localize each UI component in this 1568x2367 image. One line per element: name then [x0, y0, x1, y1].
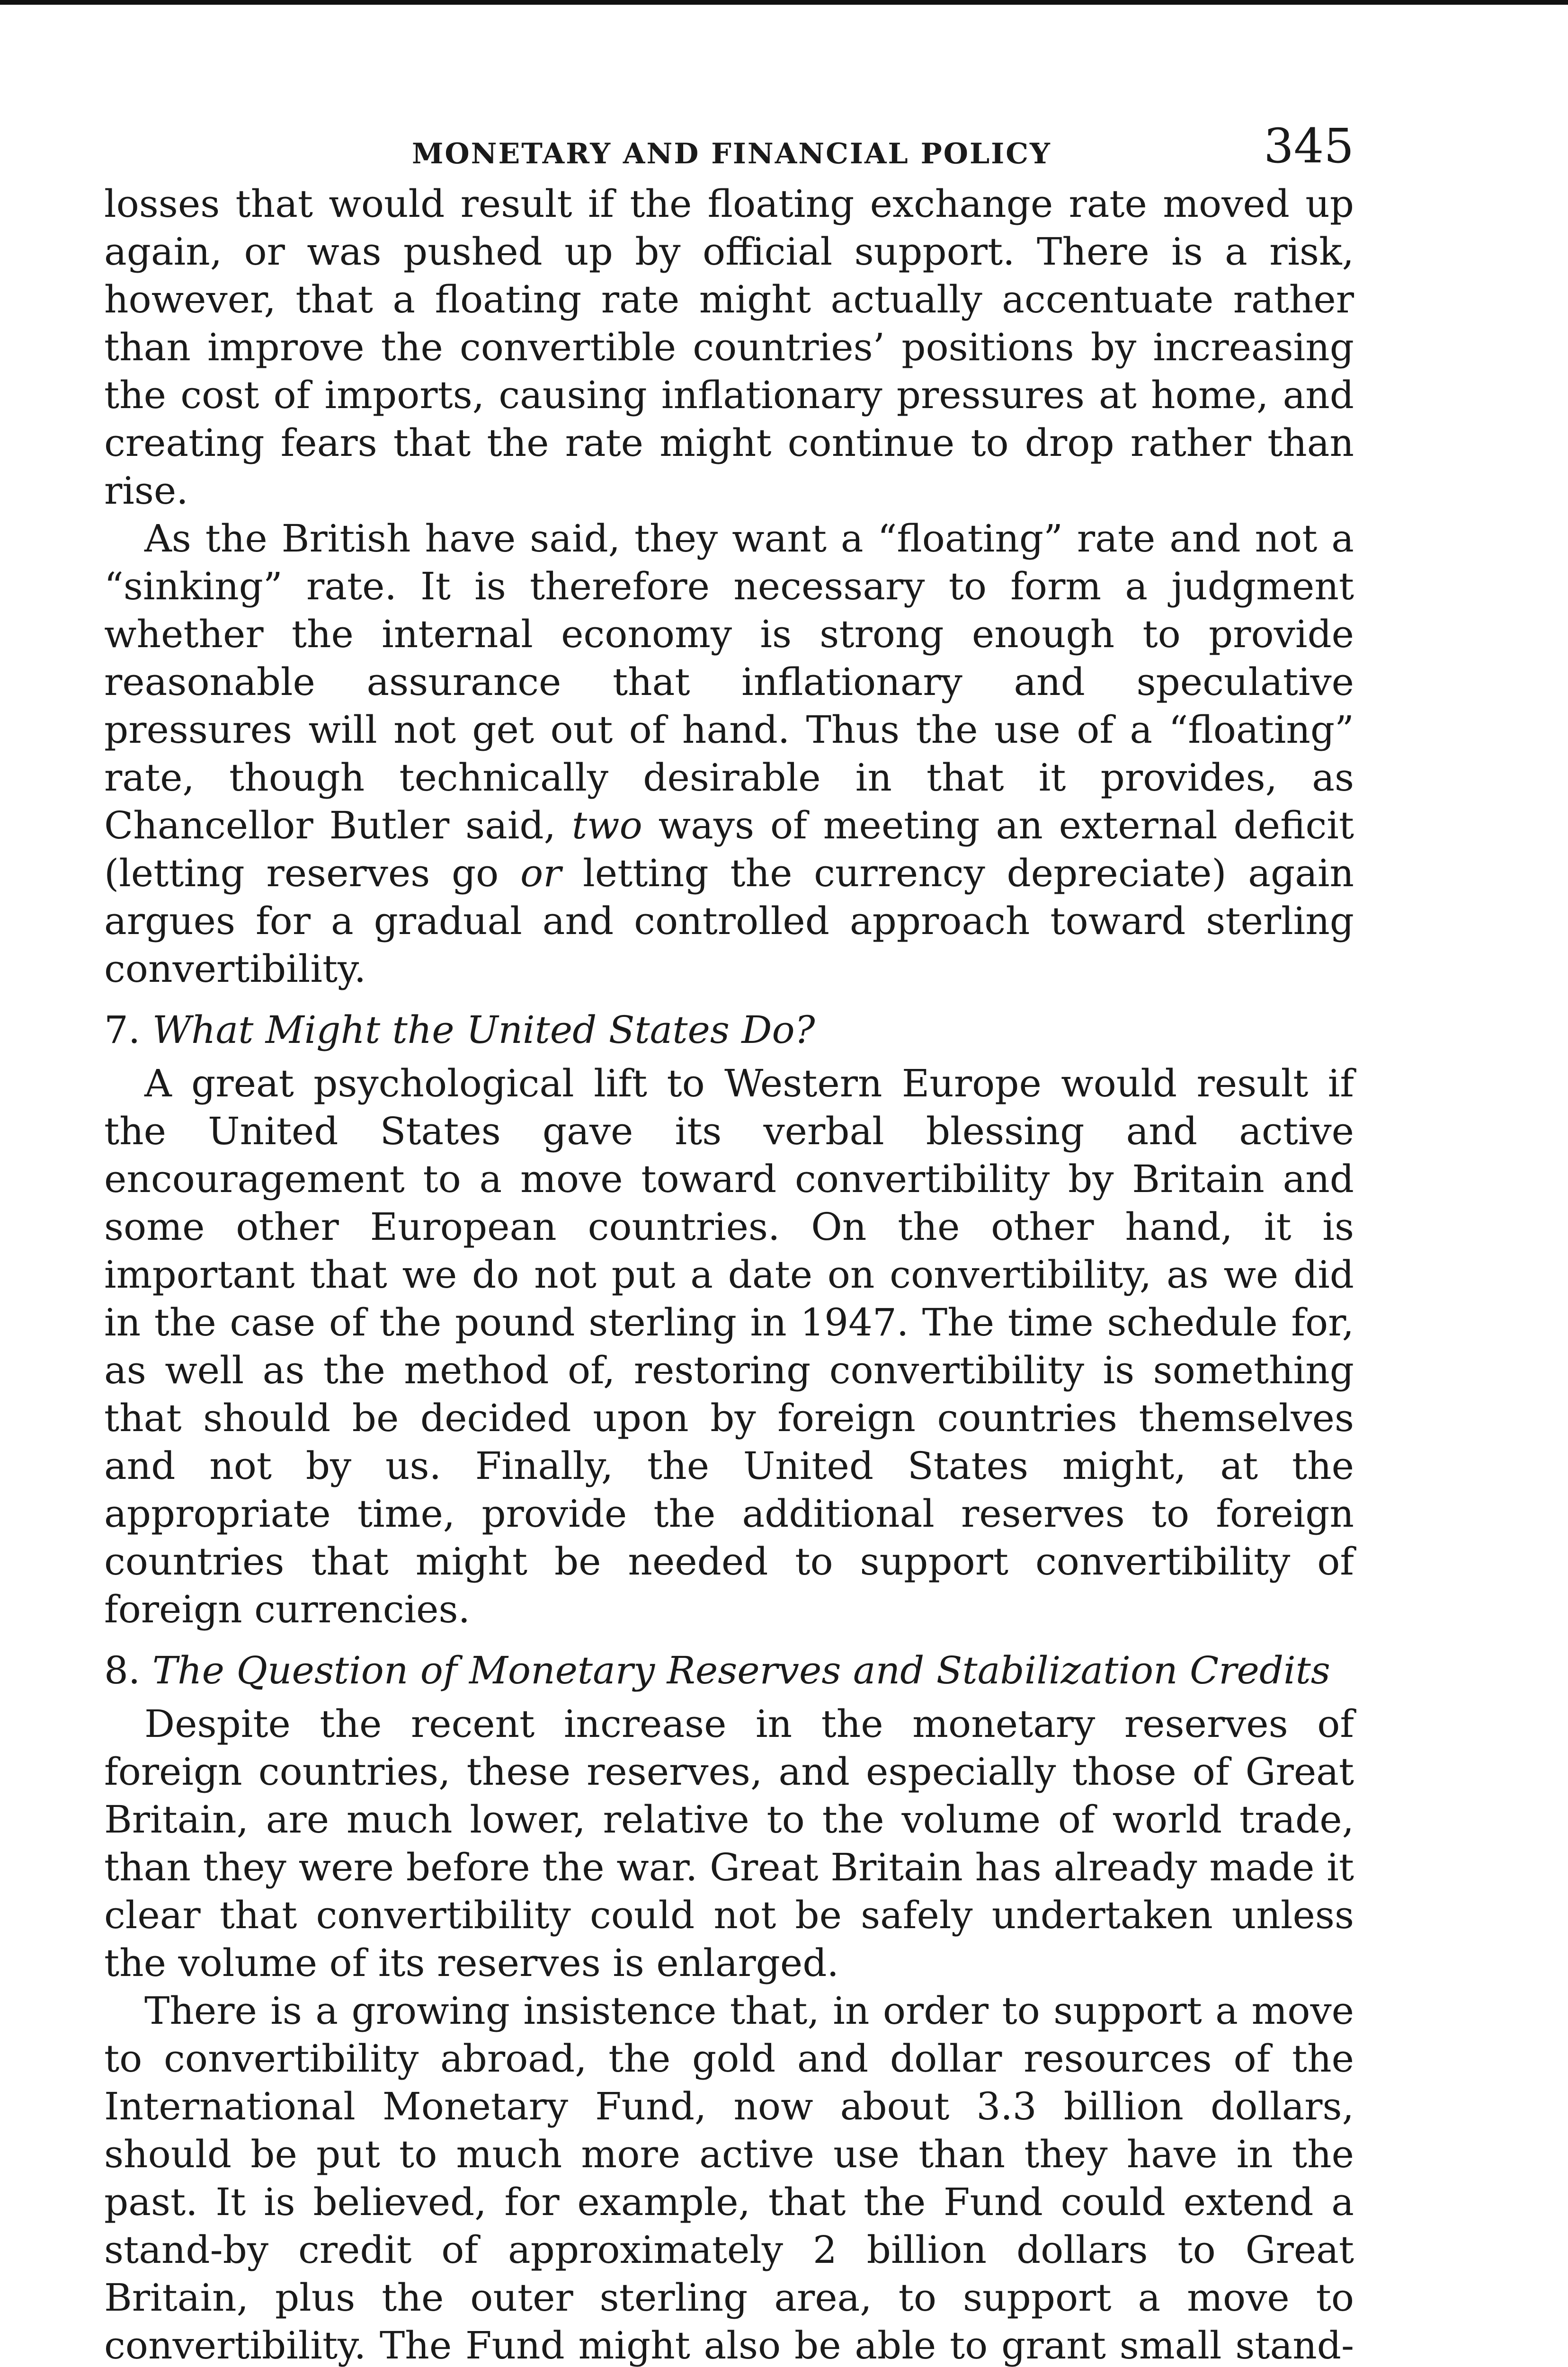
section-number: 7. — [104, 1008, 141, 1052]
paragraph-text: As the British have said, they want a “floating” rate and not a “sinking” rate. It is therefore necessary to form a judgment whether the internal economy is strong enough to provide reasonable assurance that inflationary and speculative pressures will not get out of hand. Thus the use of a “floating” rate, though technically desirable in that it provides, as Chancellor Butler said, — [104, 516, 1354, 847]
paragraph-imf: There is a growing insistence that, in order to support a move to convertibility abroad, the gold and dollar resources of the International Monetary Fund, now about 3.3 billion dollars, should be put to much more active use than they have in the past. It is believed, for example, that the Fund could extend a stand-by credit of approximately 2 billion dollars to Great Britain, plus the outer sterling area, to support a move to convertibility. The Fund might also be able to grant small stand- — [104, 1989, 1354, 2367]
section-heading-8 — [104, 1646, 1354, 1694]
section-heading-7 — [104, 1006, 1354, 1054]
paragraph-text: letting the currency depreciate) again argues for a gradual and controlled approach toward sterling convertibility. — [104, 851, 1354, 991]
running-title: MONETARY AND FINANCIAL POLICY — [412, 137, 1051, 170]
emphasis-or: or — [520, 851, 561, 895]
paragraph-reserves: Despite the recent increase in the monetary reserves of foreign countries, these reserves, and especially those of Great Britain, are much lower, relative to the volume of world trade, than they were before the war. Great Britain has already made it clear that convertibility could not be safely undertaken unless the volume of its reserves is enlarged. — [104, 1702, 1354, 1985]
top-edge-rule — [0, 0, 1568, 5]
paragraph-floating-rate — [104, 515, 1354, 993]
running-head — [104, 109, 1354, 180]
paragraph-text: ways of meeting an external deficit (letting reserves go — [104, 803, 1354, 895]
page-number: 345 — [1264, 118, 1354, 174]
paragraph-united-states: A great psychological lift to Western Europe would result if the United States gave its verbal blessing and active encouragement to a move toward convertibility by Britain and some other European countries. On the other hand, it is important that we do not put a date on convertibility, as we did in the case of the pound sterling in 1947. The time schedule for, as well as the method of, restoring convertibility is something that should be decided upon by foreign countries themselves and not by us. Finally, the United States might, at the appropriate time, provide the additional reserves to foreign countries that might be needed to support convertibility of foreign currencies. — [104, 1061, 1354, 1631]
section-number: 8. — [104, 1648, 141, 1692]
section-title: What Might the United States Do? — [152, 1008, 815, 1052]
emphasis-two: two — [571, 803, 642, 847]
section-title: The Question of Monetary Reserves and Stabilization Credits — [152, 1648, 1330, 1692]
paragraph-continuation: losses that would result if the floating exchange rate moved up again, or was pushed up by official support. There is a risk, however, that a floating rate might actually accentuate rather than improve the convertible countries’ positions by increasing the cost of imports, causing inflationary pressures at home, and creating fears that the rate might continue to drop rather than rise. — [104, 182, 1354, 513]
book-page — [104, 109, 1354, 2367]
